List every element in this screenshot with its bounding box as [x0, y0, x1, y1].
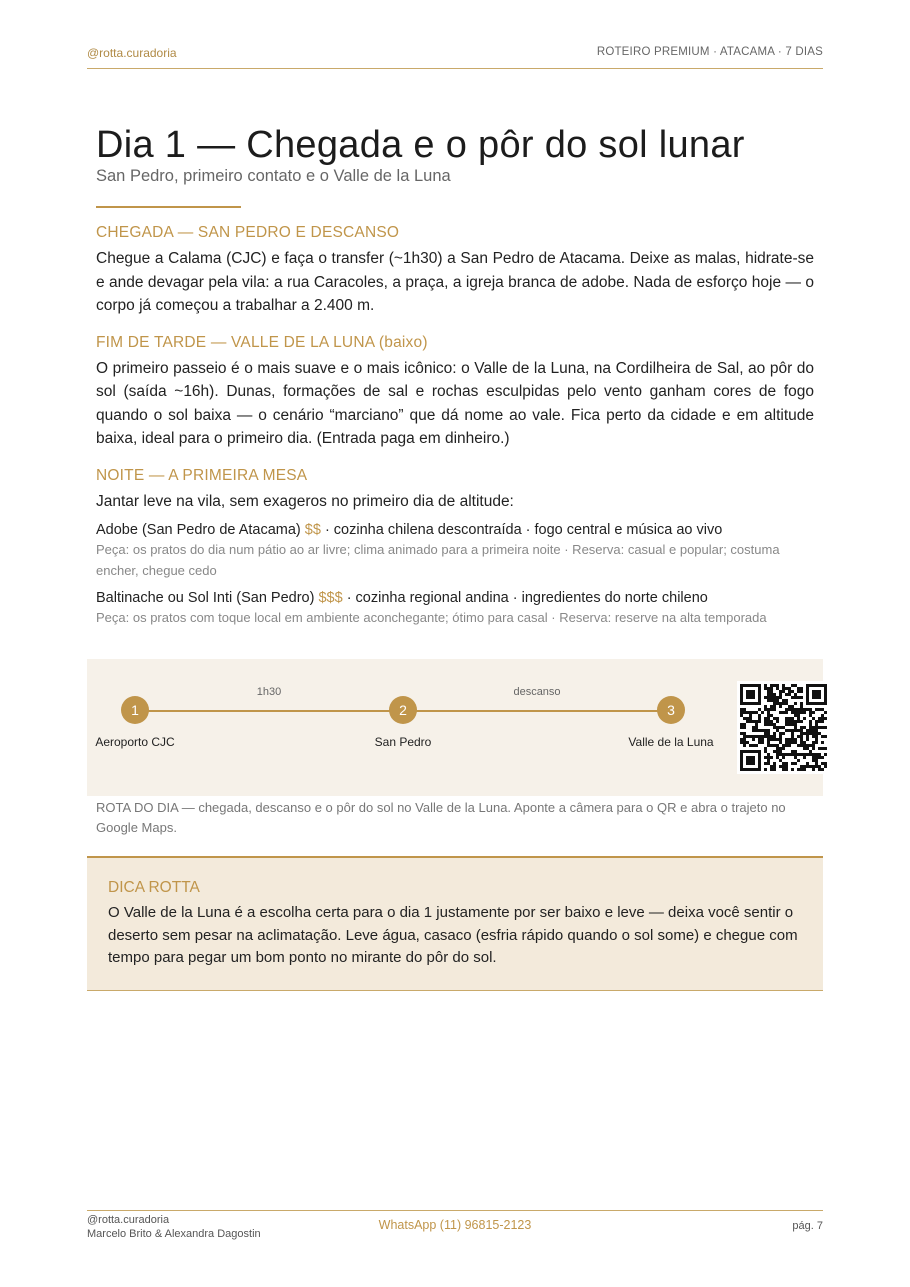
page-number: pág. 7 [792, 1220, 823, 1232]
route-leg-label: 1h30 [256, 686, 282, 698]
route-stop-marker: 3 [657, 696, 685, 724]
route-stop-label: Valle de la Luna [628, 735, 714, 749]
tip-box [87, 856, 823, 991]
venue-desc: · cozinha regional andina · ingredientes do norte chileno [346, 590, 708, 606]
page-header [87, 44, 823, 69]
section-intro-night: Jantar leve na vila, sem exageros no primeiro dia de altitude: [96, 492, 514, 510]
venue-item [96, 590, 814, 606]
venue-name: Adobe (San Pedro de Atacama) [96, 522, 301, 538]
route-leg-label: descanso [513, 686, 561, 698]
qr-code-graphic [737, 681, 830, 774]
venue-price: $$$ [318, 590, 343, 606]
footer-handle: @rotta.curadoria [87, 1214, 170, 1226]
venue-name: Baltinache ou Sol Inti (San Pedro) [96, 590, 315, 606]
page-title: Dia 1 — Chegada e o pôr do sol lunar [96, 124, 745, 166]
footer-authors: Marcelo Brito & Alexandra Dagostin [87, 1228, 261, 1240]
title-divider [96, 206, 241, 208]
page-subtitle: San Pedro, primeiro contato e o Valle de la Luna [96, 167, 451, 185]
route-map [87, 659, 823, 796]
footer-whatsapp[interactable]: WhatsApp (11) 96815-2123 [378, 1218, 532, 1232]
venue-note: Peça: os pratos com toque local em ambiente aconchegante; ótimo para casal · Reserva: reserve na alta temporada [96, 610, 767, 625]
header-handle: @rotta.curadoria [87, 46, 177, 60]
tip-heading: DICA ROTTA [108, 879, 200, 896]
section-heading-afternoon: FIM DE TARDE — VALLE DE LA LUNA (baixo) [96, 333, 428, 351]
page-footer [87, 1210, 823, 1251]
route-stop-label: San Pedro [374, 735, 432, 749]
route-stop-marker: 2 [389, 696, 417, 724]
section-heading-night: NOITE — A PRIMEIRA MESA [96, 466, 308, 484]
qr-code-icon[interactable] [737, 681, 830, 774]
section-heading-arrival: CHEGADA — SAN PEDRO E DESCANSO [96, 224, 400, 241]
venue-price: $$ [304, 522, 321, 538]
header-doc-title: ROTEIRO PREMIUM · ATACAMA · 7 DIAS [596, 46, 823, 58]
section-text-afternoon: O primeiro passeio é o mais suave e o mais icônico: o Valle de la Luna, na Cordilheira de Sal, ao pôr do sol (saída ~16h). Dunas, formações de sal e rochas esculpidas pelo vento ganham cores de fogo quando o sol baixa — o cenário “marciano” que dá nome ao vale. Fica perto da cidade e em altitude baixa, ideal para o primeiro dia. (Entrada paga em dinheiro.) [96, 359, 814, 447]
route-caption: ROTA DO DIA — chegada, descanso e o pôr do sol no Valle de la Luna. Aponte a câmera para o QR e abra o trajeto no Google Maps. [96, 800, 786, 835]
tip-text: O Valle de la Luna é a escolha certa para o dia 1 justamente por ser baixo e leve — deixa você sentir o deserto sem pesar na aclimatação. Leve água, casaco (esfria rápido quando o sol some) e chegue com tempo para pegar um bom ponto no mirante do pôr do sol. [108, 904, 798, 966]
route-stop-label: Aeroporto CJC [95, 735, 175, 749]
route-stop-marker: 1 [121, 696, 149, 724]
venue-desc: · cozinha chilena descontraída · fogo central e música ao vivo [324, 522, 723, 538]
venue-item [96, 522, 814, 538]
section-text-arrival: Chegue a Calama (CJC) e faça o transfer (~1h30) a San Pedro de Atacama. Deixe as malas, hidrate-se e ande devagar pela vila: a rua Caracoles, a praça, a igreja branca de adobe. Nada de esforço hoje — o corpo já começou a trabalhar a 2.400 m. [96, 250, 814, 314]
main-content [96, 120, 814, 628]
venue-note: Peça: os pratos do dia num pátio ao ar livre; clima animado para a primeira noite · Reserva: casual e popular; costuma encher, chegue cedo [96, 542, 780, 578]
